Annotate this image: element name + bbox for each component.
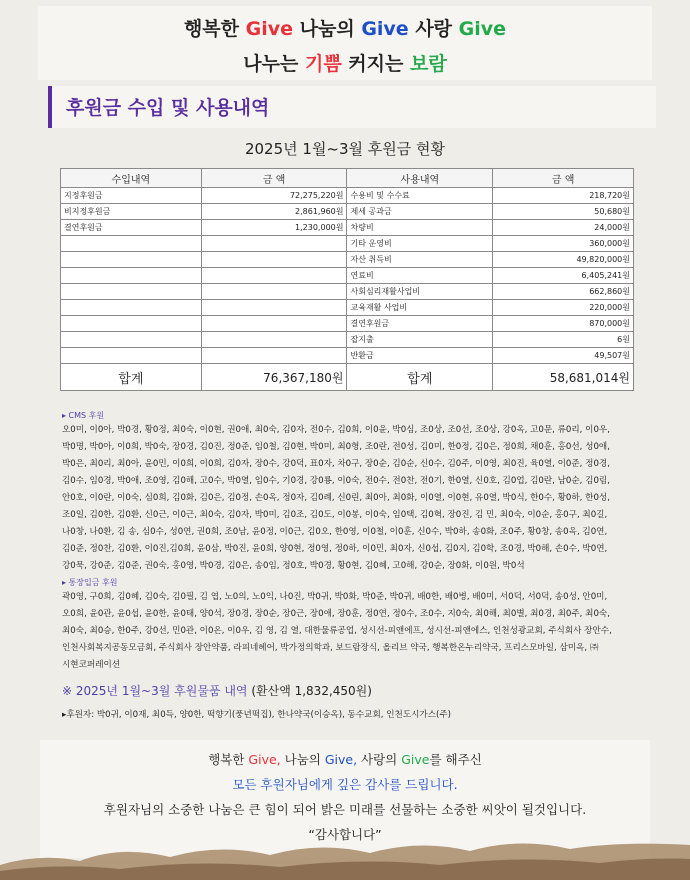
income-label — [61, 252, 202, 268]
expense-amount: 662,860원 — [493, 284, 634, 300]
donation-table — [60, 168, 634, 391]
expense-amount: 220,000원 — [493, 300, 634, 316]
thanks-line-4: “감사합니다” — [308, 827, 382, 842]
expense-label: 기타 운영비 — [347, 236, 493, 252]
title-banner — [38, 6, 652, 80]
banner-text: 커지는 — [341, 53, 410, 75]
expense-amount: 24,000원 — [493, 220, 634, 236]
income-label — [61, 300, 202, 316]
section-heading — [48, 86, 656, 128]
table-row — [61, 332, 634, 348]
expense-amount: 49,820,000원 — [493, 252, 634, 268]
give-green: Give — [401, 752, 430, 767]
income-label: 결연후원금 — [61, 220, 202, 236]
income-amount — [201, 252, 347, 268]
expense-amount: 6원 — [493, 332, 634, 348]
expense-label: 자산 취득비 — [347, 252, 493, 268]
reward-text: 보람 — [409, 53, 447, 75]
table-row — [61, 204, 634, 220]
goods-detail: ▸후원자: 박0귀, 이0재, 최0득, 양0한, 떡향기(풍년떡집), 한나약국(이승옥), 동수교회, 인천도시가스(주) — [62, 710, 452, 720]
banner-line-2 — [38, 49, 652, 76]
income-amount — [201, 268, 347, 284]
give-red: Give, — [248, 752, 281, 767]
header-income: 수입내역 — [61, 169, 202, 188]
joy-text: 기쁨 — [304, 53, 342, 75]
regular-names: 곽0영, 구0희, 김0혜, 김0숙, 김0필, 김 엽, 노0의, 노0익, 나0진, 박0귀, 박0화, 박0준, 박0귀, 배0한, 배0병, 배0미, 서0덕, 서0덕, 송0성, 안0미, 오0희, 윤0관, 윤0섭, 윤0한, 윤0태, 양0석, 장0경, 장0순, 장0근, 장0애, 장0훈, 정0연, 정0수, 조0수, 지0숙, 최0해, 최0별, 최0경, 최0주, 최0숙, 최0숙, 최0승, 한0주, 강0선, 민0관, 이0온, 이0우, 김 영, 김 열, 대한물류공업, 성시선-피앤에프, 성시선-피앤에스, 인천성광교회, 주식회사 장안수, 인천사회복지공동모금회, 주식회사 장안약품, 라피네헤어, 박가정의학과, 보드람장식, 올리브 약국, 행복한온누리약국, 프리스모바일, 삼미옥, ㈜시현코퍼레이션 — [62, 592, 612, 670]
banner-text: 나눔의 — [293, 18, 362, 40]
income-label — [61, 236, 202, 252]
total-expense-label: 합계 — [347, 364, 493, 391]
expense-amount: 49,507원 — [493, 348, 634, 364]
table-row — [61, 252, 634, 268]
thanks-line-1 — [40, 750, 650, 768]
give-red: Give — [245, 18, 294, 40]
expense-label: 연료비 — [347, 268, 493, 284]
income-label: 지정후원금 — [61, 188, 202, 204]
expense-amount: 360,000원 — [493, 236, 634, 252]
expense-amount: 218,720원 — [493, 188, 634, 204]
table-row — [61, 268, 634, 284]
banner-text: 사랑 — [408, 18, 459, 40]
income-amount — [201, 348, 347, 364]
table-row — [61, 220, 634, 236]
income-amount — [201, 332, 347, 348]
header-expense-amount: 금 액 — [493, 169, 634, 188]
expense-amount: 50,680원 — [493, 204, 634, 220]
thanks-line-3: 후원자님의 소중한 나눔은 큰 힘이 되어 밝은 미래를 선물하는 소중한 씨앗이 될것입니다. — [103, 802, 587, 817]
table-row — [61, 284, 634, 300]
expense-label: 잡지출 — [347, 332, 493, 348]
expense-label: 차량비 — [347, 220, 493, 236]
income-amount — [201, 316, 347, 332]
banner-line-1 — [38, 14, 652, 41]
table-header-row — [61, 169, 634, 188]
income-label: 비지정후원금 — [61, 204, 202, 220]
table-row — [61, 348, 634, 364]
expense-amount: 6,405,241원 — [493, 268, 634, 284]
expense-label: 결연후원금 — [347, 316, 493, 332]
expense-label: 수용비 및 수수료 — [347, 188, 493, 204]
give-blue: Give — [361, 18, 409, 40]
income-amount: 72,275,220원 — [201, 188, 347, 204]
thanks-text: 나눔의 — [280, 752, 325, 767]
cms-names: 오0미, 이0아, 박0경, 황0정, 최0숙, 이0현, 권0애, 최0숙, 김0자, 전0수, 김0희, 이0윤, 박0심, 조0상, 조0선, 조0상, 강0옥, 고0문, 류0리, 이0우, 박0명, 박0아, 이0희, 박0숙, 장0경, 김0진, 정0준, 임0철, 김0현, 박0미, 최0형, 조0란, 전0성, 김0미, 한0정, 김0은, 정0희, 채0훈, 홍0선, 성0애, 박0은, 최0리, 최0아, 윤0민, 이0희, 이0희, 김0자, 장0수, 강0덕, 표0자, 차0구, 장0순, 김0순, 신0수, 김0주, 이0영, 최0진, 육0열, 이0준, 정0경, 김0수, 임0경, 박0애, 조0영, 김0해, 고0수, 박0열, 임0수, 기0경, 강0룡, 이0숙, 전0수, 전0찬, 전0기, 한0열, 신0호, 김0업, 김0란, 남0순, 김0림, 안0호, 이0란, 이0숙, 심0희, 김0화, 김0은, 김0정, 손0옥, 정0자, 김0례, 신0린, 최0아, 최0화, 이0열, 이0현, 유0열, 박0식, 한0수, 황0하, 한0성, 조0일, 김0한, 김0환, 신0근, 이0근, 최0숙, 김0자, 박0미, 김0조, 김0도, 이0봉, 이0숙, 임0택, 김0혁, 장0진, 김 민, 최0숙, 이0순, 홍0구, 최0길, 나0창, 나0환, 김 송, 심0수, 성0연, 권0희, 조0남, 윤0정, 이0근, 김0오, 한0영, 이0철, 이0훈, 신0수, 박0하, 송0화, 조0주, 황0창, 송0옥, 김0연, 김0준, 정0찬, 김0환, 이0진,김0희, 윤0삼, 박0진, 윤0희, 양0현, 정0영, 정0하, 이0민, 최0자, 신0섭, 김0지, 김0학, 조0경, 박0해, 손0수, 박0연, 강0묵, 강0준, 김0준, 권0숙, 홍0영, 박0경, 김0은, 송0임, 정0호, 박0경, 황0현, 김0혜, 고0해, 강0순, 장0화, 이0원, 박0석 — [62, 425, 610, 571]
total-income-label: 합계 — [61, 364, 202, 391]
expense-amount: 870,000원 — [493, 316, 634, 332]
total-income-amount: 76,367,180원 — [201, 364, 347, 391]
income-label — [61, 284, 202, 300]
table-title: 2025년 1월~3월 후원금 현황 — [244, 140, 446, 158]
income-label — [61, 316, 202, 332]
expense-label: 교육재활 사업비 — [347, 300, 493, 316]
income-amount — [201, 300, 347, 316]
section-heading-text: 후원금 수입 및 사용내역 — [66, 97, 270, 119]
regular-title: ▸ 통장입금 후원 — [62, 578, 118, 587]
income-amount — [201, 284, 347, 300]
goods-amount: (환산액 1,832,450원) — [247, 684, 372, 698]
banner-text: 행복한 — [183, 18, 246, 40]
decorative-ground — [0, 835, 690, 880]
income-label — [61, 268, 202, 284]
table-row — [61, 300, 634, 316]
table-row — [61, 188, 634, 204]
give-green: Give — [458, 18, 507, 40]
goods-title: ※ 2025년 1월~3월 후원물품 내역 — [62, 684, 248, 698]
total-row — [61, 364, 634, 391]
total-expense-amount: 58,681,014원 — [493, 364, 634, 391]
thanks-text: 사랑의 — [357, 752, 402, 767]
income-label — [61, 348, 202, 364]
expense-label: 반환금 — [347, 348, 493, 364]
income-amount: 2,861,960원 — [201, 204, 347, 220]
header-income-amount: 금 액 — [201, 169, 347, 188]
goods-heading — [62, 682, 372, 699]
header-expense: 사용내역 — [347, 169, 493, 188]
income-amount — [201, 236, 347, 252]
thanks-line-2: 모든 후원자님에게 깊은 감사를 드립니다. — [232, 777, 458, 792]
banner-text: 나누는 — [243, 53, 305, 75]
income-amount: 1,230,000원 — [201, 220, 347, 236]
table-row — [61, 236, 634, 252]
expense-label: 사회심리재활사업비 — [347, 284, 493, 300]
expense-label: 제세 공과금 — [347, 204, 493, 220]
give-blue: Give, — [324, 752, 358, 767]
thanks-text: 를 해주신 — [429, 752, 482, 767]
table-row — [61, 316, 634, 332]
income-label — [61, 332, 202, 348]
thanks-text: 행복한 — [208, 752, 249, 767]
cms-title: ▸ CMS 후원 — [62, 411, 105, 420]
